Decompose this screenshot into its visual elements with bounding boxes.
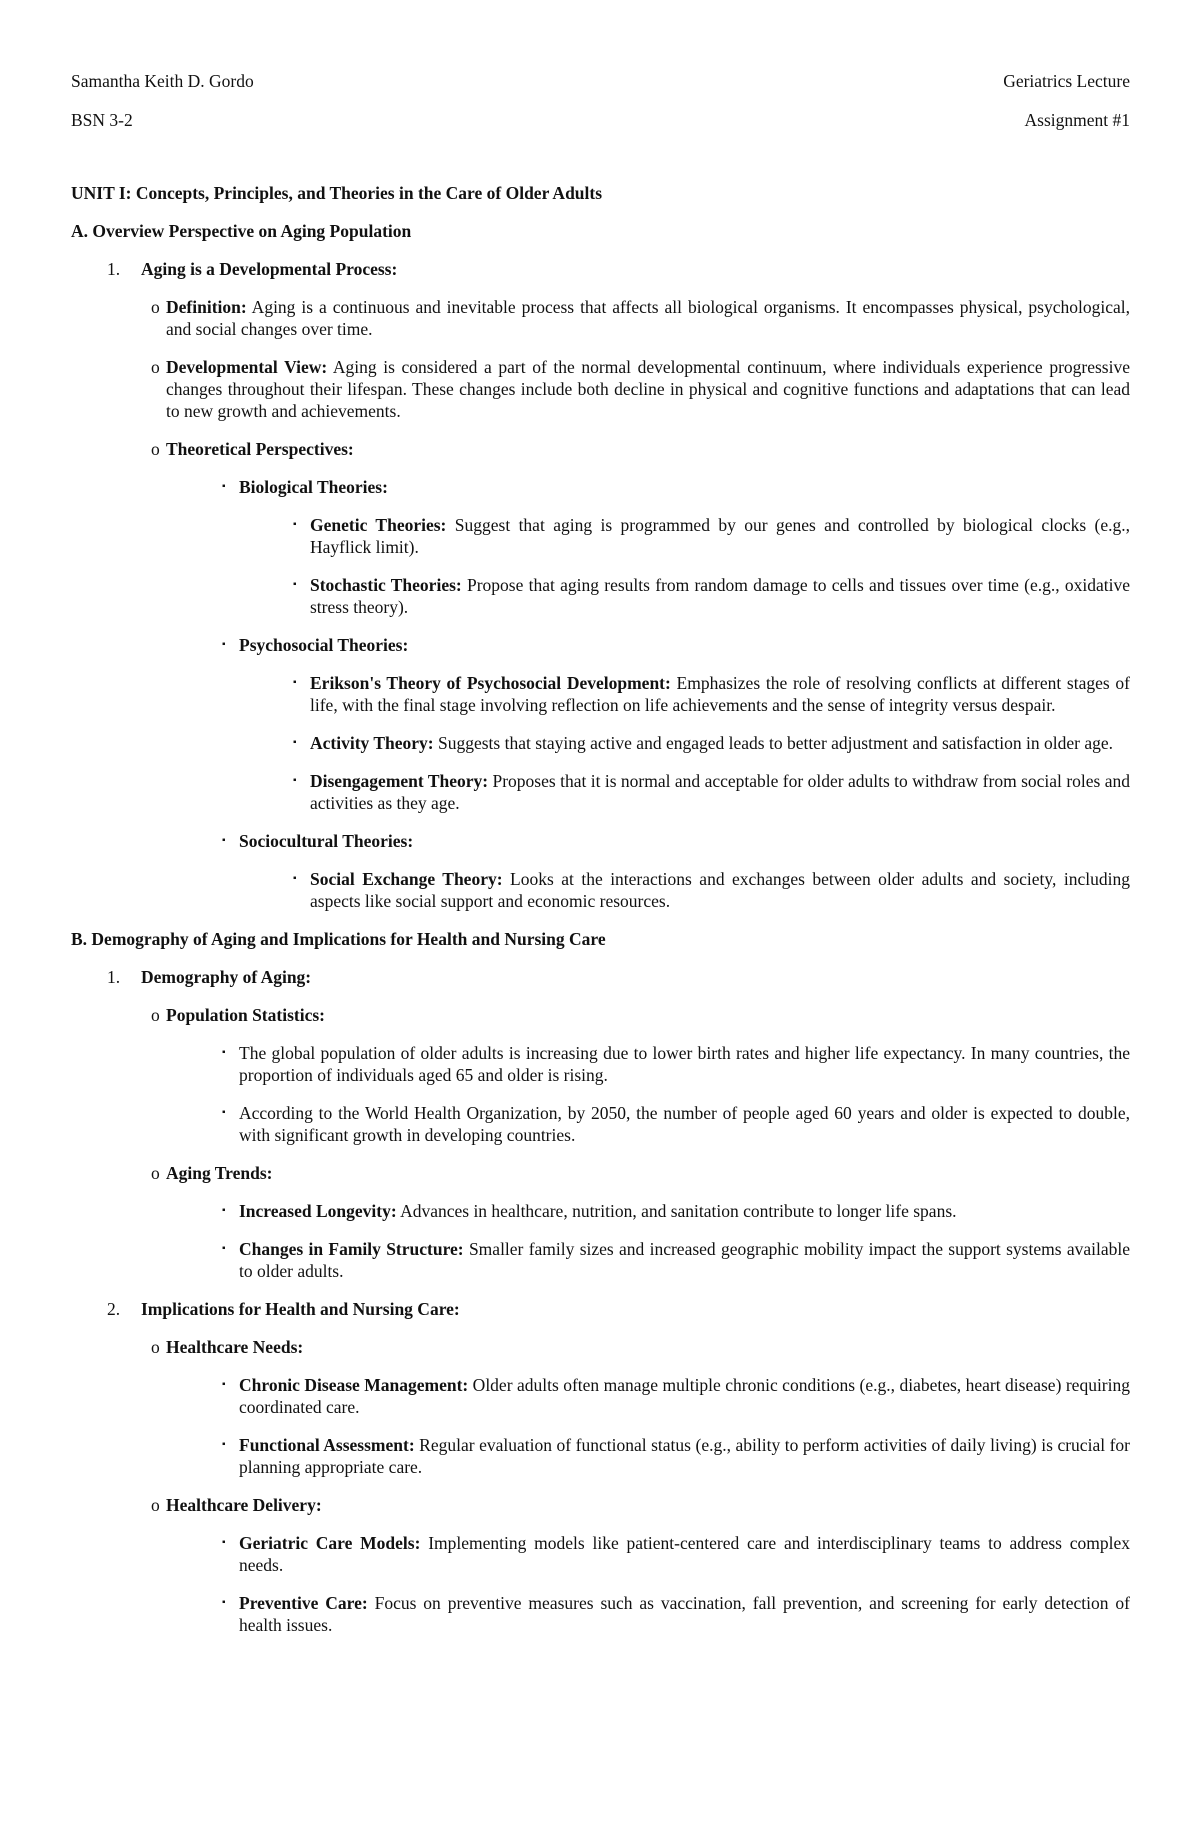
term-label: Theoretical Perspectives: (166, 439, 354, 459)
list-item-genetic-theories (284, 514, 1130, 558)
term-text: Aging is considered a part of the normal developmental continuum, where individuals experience progressive changes throughout their lifespan. These changes include both decline in physical and cognitive functions and adaptations that can lead to new growth and achievements. (166, 357, 1130, 421)
document-body (71, 182, 1130, 1636)
term-text: Implementing models like patient-centered care and interdisciplinary teams to address complex needs. (239, 1533, 1131, 1575)
circle-bullet-icon: o (151, 1337, 160, 1357)
list-item-geriatric-care-models (213, 1532, 1130, 1576)
list-item-population-statistics (142, 1004, 1130, 1026)
unit-title: UNIT I: Concepts, Principles, and Theories in the Care of Older Adults (71, 183, 603, 203)
term-text: Propose that aging results from random damage to cells and tissues over time (e.g., oxidative stress theory). (310, 575, 1131, 617)
square-bullet-icon: ▪ (222, 1439, 226, 1450)
list-item-stat-2 (213, 1102, 1130, 1146)
section-code: BSN 3-2 (71, 110, 133, 130)
assignment-label: Assignment #1 (1024, 110, 1130, 130)
list-item-stochastic-theories (284, 574, 1130, 618)
list-item-sociocultural-theories (213, 830, 1130, 852)
term-label: Population Statistics: (166, 1005, 325, 1025)
square-bullet-icon: ▪ (293, 579, 297, 590)
term-text: Looks at the interactions and exchanges between older adults and society, including aspects like social support and economic resources. (310, 869, 1130, 911)
term-label: Aging Trends: (166, 1163, 273, 1183)
term-label: Changes in Family Structure: (239, 1239, 464, 1259)
square-bullet-icon: ▪ (222, 1205, 226, 1216)
circle-bullet-icon: o (151, 1005, 160, 1025)
list-item-theoretical-perspectives (142, 438, 1130, 460)
list-item-activity-theory (284, 732, 1130, 754)
term-label: Chronic Disease Management: (239, 1375, 469, 1395)
list-item-healthcare-needs (142, 1336, 1130, 1358)
term-label: Healthcare Needs: (166, 1337, 304, 1357)
square-bullet-icon: ▪ (222, 1597, 226, 1608)
list-item-definition (142, 296, 1130, 340)
item-number: 2. (107, 1299, 121, 1319)
list-item-psychosocial-theories (213, 634, 1130, 656)
header-row-2 (71, 109, 1130, 131)
circle-bullet-icon: o (151, 1495, 160, 1515)
item-heading: Demography of Aging: (141, 967, 312, 987)
header-row-1 (71, 70, 1130, 92)
term-label: Genetic Theories: (310, 515, 447, 535)
term-label: Developmental View: (166, 357, 328, 377)
term-label: Erikson's Theory of Psychosocial Development: (310, 673, 671, 693)
list-item-chronic-disease (213, 1374, 1130, 1418)
term-text: Advances in healthcare, nutrition, and sanitation contribute to longer life spans. (396, 1201, 957, 1221)
list-item-social-exchange-theory (284, 868, 1130, 912)
circle-bullet-icon: o (151, 439, 160, 459)
square-bullet-icon: ▪ (222, 835, 226, 846)
section-a-title: A. Overview Perspective on Aging Population (71, 221, 412, 241)
item-heading: Implications for Health and Nursing Care: (141, 1299, 460, 1319)
term-label: Biological Theories: (239, 477, 388, 497)
circle-bullet-icon: o (151, 357, 160, 377)
square-bullet-icon: ▪ (293, 737, 297, 748)
square-bullet-icon: ▪ (222, 1537, 226, 1548)
term-text: According to the World Health Organization, by 2050, the number of people aged 60 years and older is expected to double, with significant growth in developing countries. (239, 1103, 1130, 1145)
term-label: Stochastic Theories: (310, 575, 462, 595)
term-text: Older adults often manage multiple chronic conditions (e.g., diabetes, heart disease) requiring coordinated care. (239, 1375, 1130, 1417)
author-name: Samantha Keith D. Gordo (71, 71, 254, 91)
square-bullet-icon: ▪ (222, 1107, 226, 1118)
list-item-stat-1 (213, 1042, 1130, 1086)
list-item-healthcare-delivery (142, 1494, 1130, 1516)
list-item-erikson-theory (284, 672, 1130, 716)
term-text: Suggests that staying active and engaged leads to better adjustment and satisfaction in older age. (433, 733, 1114, 753)
square-bullet-icon: ▪ (222, 1047, 226, 1058)
item-heading: Aging is a Developmental Process: (141, 259, 398, 279)
item-number: 1. (107, 967, 121, 987)
item-number: 1. (107, 259, 121, 279)
term-text: Regular evaluation of functional status (e.g., ability to perform activities of daily living) is crucial for planning appropriate care. (239, 1435, 1131, 1477)
term-text: Suggest that aging is programmed by our genes and controlled by biological clocks (e.g., Hayflick limit). (310, 515, 1130, 557)
section-b-title: B. Demography of Aging and Implications for Health and Nursing Care (71, 929, 606, 949)
circle-bullet-icon: o (151, 297, 160, 317)
course-title: Geriatrics Lecture (1003, 71, 1130, 91)
square-bullet-icon: ▪ (293, 519, 297, 530)
circle-bullet-icon: o (151, 1163, 160, 1183)
list-item-preventive-care (213, 1592, 1130, 1636)
list-item-functional-assessment (213, 1434, 1130, 1478)
term-label: Disengagement Theory: (310, 771, 489, 791)
term-text: Aging is a continuous and inevitable process that affects all biological organisms. It encompasses physical, psychological, and social changes over time. (166, 297, 1130, 339)
list-item-increased-longevity (213, 1200, 1130, 1222)
term-label: Psychosocial Theories: (239, 635, 409, 655)
term-label: Functional Assessment: (239, 1435, 415, 1455)
term-label: Activity Theory: (310, 733, 434, 753)
term-text: Smaller family sizes and increased geographic mobility impact the support systems available to older adults. (239, 1239, 1130, 1281)
square-bullet-icon: ▪ (222, 1379, 226, 1390)
term-label: Social Exchange Theory: (310, 869, 503, 889)
term-label: Sociocultural Theories: (239, 831, 414, 851)
numbered-item (71, 1298, 1130, 1320)
square-bullet-icon: ▪ (293, 677, 297, 688)
term-label: Preventive Care: (239, 1593, 368, 1613)
square-bullet-icon: ▪ (293, 775, 297, 786)
list-item-family-structure (213, 1238, 1130, 1282)
list-item-aging-trends (142, 1162, 1130, 1184)
numbered-item (71, 258, 1130, 280)
list-item-developmental-view (142, 356, 1130, 422)
square-bullet-icon: ▪ (293, 873, 297, 884)
square-bullet-icon: ▪ (222, 639, 226, 650)
term-text: Emphasizes the role of resolving conflicts at different stages of life, with the final stage involving reflection on life achievements and the sense of integrity versus despair. (310, 673, 1130, 715)
term-text: Focus on preventive measures such as vaccination, fall prevention, and screening for early detection of health issues. (239, 1593, 1130, 1635)
numbered-item (71, 966, 1130, 988)
term-text: The global population of older adults is increasing due to lower birth rates and higher life expectancy. In many countries, the proportion of individuals aged 65 and older is rising. (239, 1043, 1130, 1085)
term-label: Geriatric Care Models: (239, 1533, 421, 1553)
term-label: Increased Longevity: (239, 1201, 397, 1221)
term-label: Healthcare Delivery: (166, 1495, 322, 1515)
list-item-biological-theories (213, 476, 1130, 498)
square-bullet-icon: ▪ (222, 481, 226, 492)
term-text: Proposes that it is normal and acceptable for older adults to withdraw from social roles and activities as they age. (310, 771, 1130, 813)
term-label: Definition: (166, 297, 247, 317)
square-bullet-icon: ▪ (222, 1243, 226, 1254)
list-item-disengagement-theory (284, 770, 1130, 814)
